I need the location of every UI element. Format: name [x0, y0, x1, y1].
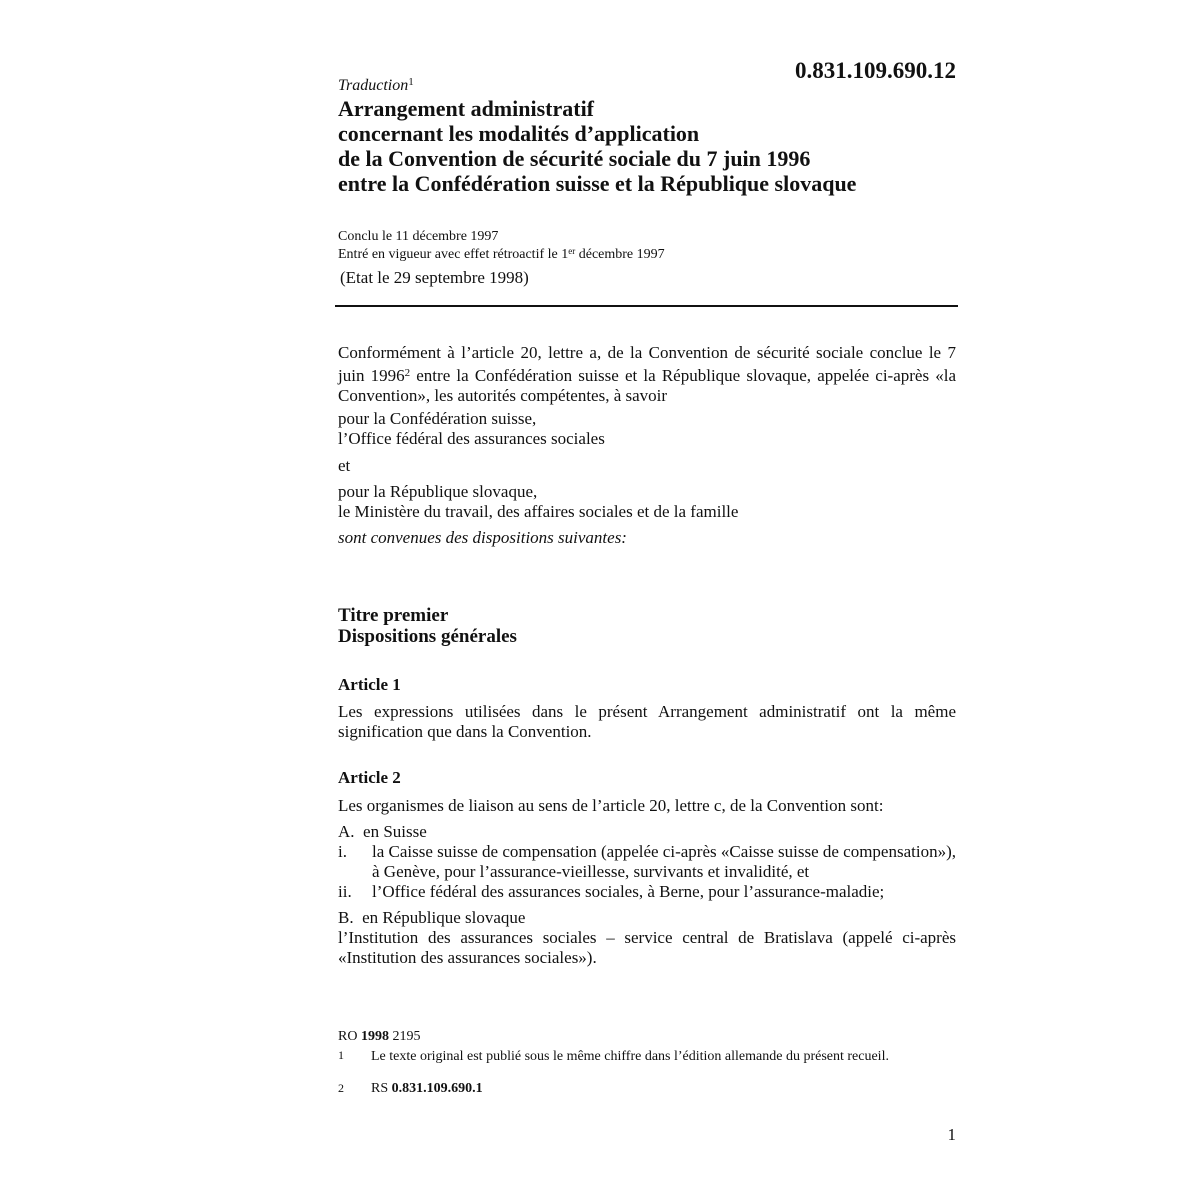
concluded-date: Conclu le 11 décembre 1997: [338, 229, 499, 244]
title-heading-line2: Dispositions générales: [338, 626, 517, 647]
ro-year: 1998: [360, 1029, 389, 1044]
party2-line2: le Ministère du travail, des affaires sociales et de la famille: [338, 502, 739, 521]
list-label: A.: [338, 822, 355, 841]
footnote-1-number: 1: [338, 1048, 344, 1062]
entry-into-force: [338, 244, 665, 262]
list-label-i: i.: [338, 842, 347, 861]
list-item-i-text: la Caisse suisse de compensation (appelée ci-après «Caisse suisse de compensation»), à Genève, pour l’assurance-vieillesse, survivants et invalidité, et: [372, 842, 956, 881]
title-heading-line1: Titre premier: [338, 605, 449, 626]
conjunction-et: et: [338, 456, 351, 475]
list-item-ii-text: l’Office fédéral des assurances sociales, à Berne, pour l’assurance-maladie;: [372, 882, 885, 901]
translation-label: [338, 76, 414, 95]
page-number: 1: [947, 1125, 956, 1144]
footnote-ref-2[interactable]: 2: [404, 367, 411, 379]
list-text: en Suisse: [363, 822, 427, 841]
ro-prefix: RO: [338, 1029, 361, 1044]
article-2-intro: Les organismes de liaison au sens de l’article 20, lettre c, de la Convention sont:: [338, 796, 884, 815]
list-item-a: [338, 822, 427, 842]
preamble-text-b: entre la Confédération suisse et la République slovaque, appelée ci-après «la Convention», les autorités compétentes, à savoir: [338, 366, 956, 405]
ro-page: 2195: [388, 1029, 421, 1044]
ordinal-superscript: er: [568, 246, 576, 256]
article-2-heading: Article 2: [338, 768, 401, 787]
footnote-2-prefix: RS: [371, 1081, 392, 1096]
title-line: entre la Confédération suisse et la République slovaque: [338, 171, 857, 196]
entry-into-force-prefix: Entré en vigueur avec effet rétroactif le 1: [338, 247, 569, 262]
list-text: en République slovaque: [362, 908, 526, 927]
party1-line2: l’Office fédéral des assurances sociales: [338, 429, 605, 448]
preamble-text-a: Conformément à l’article 20, lettre a, de la Convention de sécurité sociale conclue le 7 juin 1996: [338, 343, 956, 385]
agreement-clause: sont convenues des dispositions suivantes:: [338, 528, 627, 547]
article-1-text: Les expressions utilisées dans le présent Arrangement administratif ont la même signification que dans la Convention.: [338, 702, 956, 741]
ro-reference: [338, 1029, 420, 1044]
footnote-2-text: [371, 1082, 956, 1096]
party1-line1: pour la Confédération suisse,: [338, 409, 537, 428]
header-divider: [335, 305, 958, 307]
translation-label-text: Traduction: [338, 77, 409, 94]
list-label: B.: [338, 908, 354, 927]
footnote-2-number: 2: [338, 1081, 344, 1095]
article-1-heading: Article 1: [338, 675, 401, 694]
footnote-2-ref-link[interactable]: 0.831.109.690.1: [391, 1081, 483, 1096]
systematic-number: 0.831.109.690.12: [795, 58, 956, 83]
list-item-b-body: l’Institution des assurances sociales – service central de Bratislava (appelé ci-après «Institution des assurances sociales»).: [338, 928, 956, 967]
list-label-ii: ii.: [338, 882, 352, 901]
party2-line1: pour la République slovaque,: [338, 482, 538, 501]
title-line: de la Convention de sécurité sociale du 7 juin 1996: [338, 146, 811, 171]
preamble-paragraph: [338, 343, 956, 406]
document-title: [338, 96, 958, 196]
footnote-ref-1[interactable]: 1: [408, 76, 414, 88]
title-line: Arrangement administratif: [338, 96, 595, 121]
entry-into-force-suffix: décembre 1997: [575, 247, 665, 262]
list-item-b: [338, 908, 525, 928]
status-date: (Etat le 29 septembre 1998): [340, 268, 529, 287]
footnote-1-text: Le texte original est publié sous le même chiffre dans l’édition allemande du présent recueil.: [371, 1049, 889, 1064]
title-line: concernant les modalités d’application: [338, 121, 700, 146]
